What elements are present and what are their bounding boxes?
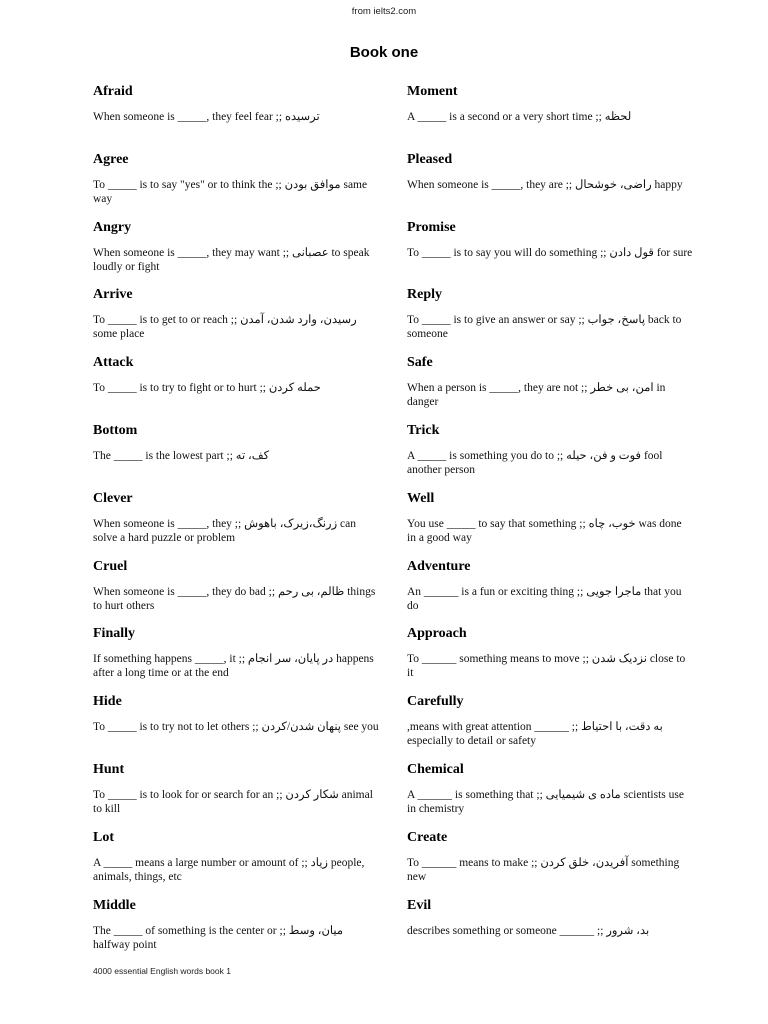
vocab-entry (407, 491, 693, 559)
vocab-word: Promise (407, 219, 456, 235)
vocab-entry (407, 84, 693, 152)
vocab-definition: When someone is _____, they ;; زرنگ،زیرک، باهوش can solve a hard puzzle or problem (93, 517, 356, 544)
vocab-definition: A _____ means a large number or amount of ;; زیاد people, animals, things, etc (93, 856, 365, 883)
vocab-definition: To _____ is to say you will do something ;; قول دادن for sure (407, 246, 693, 259)
page-header-source: from ielts2.com (351, 6, 417, 17)
vocab-word: Reply (407, 287, 442, 303)
vocab-definition: To _____ is to try not to let others ;; پنهان شدن/کردن see you (93, 721, 379, 734)
page-footer: 4000 essential English words book 1 (93, 966, 231, 976)
vocab-entry (407, 220, 693, 288)
vocab-definition: A _____ is a second or a very short time ;; لحظه (407, 111, 632, 123)
vocab-entry (407, 694, 693, 762)
vocab-definition: You use _____ to say that something ;; خوب، چاه was done in a good way (407, 517, 682, 544)
vocab-definition: When someone is _____, they may want ;; عصبانی to speak loudly or fight (93, 246, 370, 273)
vocab-entry (407, 559, 693, 627)
vocab-word: Safe (407, 355, 433, 371)
vocab-entry (407, 152, 693, 220)
vocab-word: Agree (93, 151, 129, 167)
vocab-word: Hunt (93, 761, 125, 777)
vocab-word: Angry (93, 219, 132, 235)
vocab-word: Create (407, 829, 448, 845)
vocab-word: Hide (93, 694, 122, 710)
vocab-entry (93, 423, 379, 491)
vocab-definition: To _____ is to get to or reach ;; رسیدن، وارد شدن، آمدن some place (93, 314, 357, 341)
vocab-definition: To _____ is to say "yes" or to think the ;; موافق بودن same way (93, 178, 368, 205)
vocab-entry (93, 830, 379, 898)
vocab-word: Lot (93, 829, 114, 845)
vocab-definition: A ______ is something that ;; ماده ی شیمیایی scientists use in chemistry (407, 788, 684, 815)
vocab-word: Moment (407, 84, 458, 99)
vocab-definition: describes something or someone ______ ;; بد، شرور (407, 924, 650, 937)
vocab-word: Middle (93, 897, 136, 913)
vocab-definition: To _____ is to give an answer or say ;; پاسخ، جواب back to someone (407, 314, 682, 341)
vocab-entry (93, 559, 379, 627)
vocab-word: Pleased (407, 151, 453, 167)
vocab-entry (93, 694, 379, 762)
page-title: Book one (349, 44, 419, 61)
vocab-entry (407, 626, 693, 694)
vocab-word: Evil (407, 897, 432, 913)
vocab-definition: The _____ is the lowest part ;; کف، ته (93, 449, 270, 462)
vocab-definition: When someone is _____, they do bad ;; ظالم، بی رحم things to hurt others (93, 585, 376, 612)
vocab-word: Finally (93, 626, 136, 642)
vocab-definition: To _____ is to look for or search for an ;; شکار کردن animal to kill (93, 788, 373, 815)
vocab-definition: When someone is _____, they feel fear ;; ترسیده (93, 111, 320, 123)
vocab-entry (407, 287, 693, 355)
vocab-entry (407, 898, 693, 966)
vocab-entry (93, 220, 379, 288)
vocab-entry (407, 830, 693, 898)
vocab-entry (93, 626, 379, 694)
vocab-word: Adventure (407, 558, 471, 574)
vocab-definition: A _____ is something you do to ;; فوت و فن، حیله fool another person (407, 449, 663, 476)
vocab-word: Arrive (93, 287, 133, 303)
vocab-definition: If something happens _____, it ;; در پایان، سر انجام happens after a long time or at the end (93, 653, 374, 680)
vocab-entry (93, 898, 379, 966)
right-column (407, 84, 693, 965)
vocab-definition: When someone is _____, they are ;; راضی، خوشحال happy (407, 178, 683, 191)
vocab-entry (93, 287, 379, 355)
vocab-definition: To ______ something means to move ;; نزدیک شدن close to it (407, 653, 686, 680)
vocab-word: Cruel (93, 558, 128, 574)
vocab-entry (93, 84, 379, 152)
vocab-definition: When a person is _____, they are not ;; امن، بی خطر in danger (407, 382, 666, 409)
vocab-entry (407, 423, 693, 491)
vocab-entry (93, 491, 379, 559)
vocab-word: Approach (407, 626, 467, 642)
vocab-word: Bottom (93, 422, 138, 438)
left-column (93, 84, 379, 965)
vocab-word: Well (407, 490, 435, 506)
vocab-entry (407, 762, 693, 830)
vocab-definition: To _____ is to try to fight or to hurt ;; حمله کردن (93, 382, 321, 395)
vocab-word: Chemical (407, 761, 464, 777)
vocab-word: Clever (93, 490, 133, 506)
vocab-definition: ,means with great attention ______ ;; به دقت، با احتیاط especially to detail or safety (407, 721, 663, 748)
vocab-word: Afraid (93, 84, 133, 99)
vocab-entry (93, 762, 379, 830)
vocab-word: Carefully (407, 694, 464, 710)
vocab-definition: To ______ means to make ;; آفریدن، خلق کردن something new (407, 856, 680, 883)
vocab-entry (93, 152, 379, 220)
vocab-entry (407, 355, 693, 423)
vocab-definition: An ______ is a fun or exciting thing ;; ماجرا جویی that you do (407, 585, 682, 612)
vocab-definition: The _____ of something is the center or ;; میان، وسط halfway point (93, 924, 344, 951)
vocab-word: Attack (93, 355, 134, 371)
vocab-entry (93, 355, 379, 423)
vocab-word: Trick (407, 422, 440, 438)
